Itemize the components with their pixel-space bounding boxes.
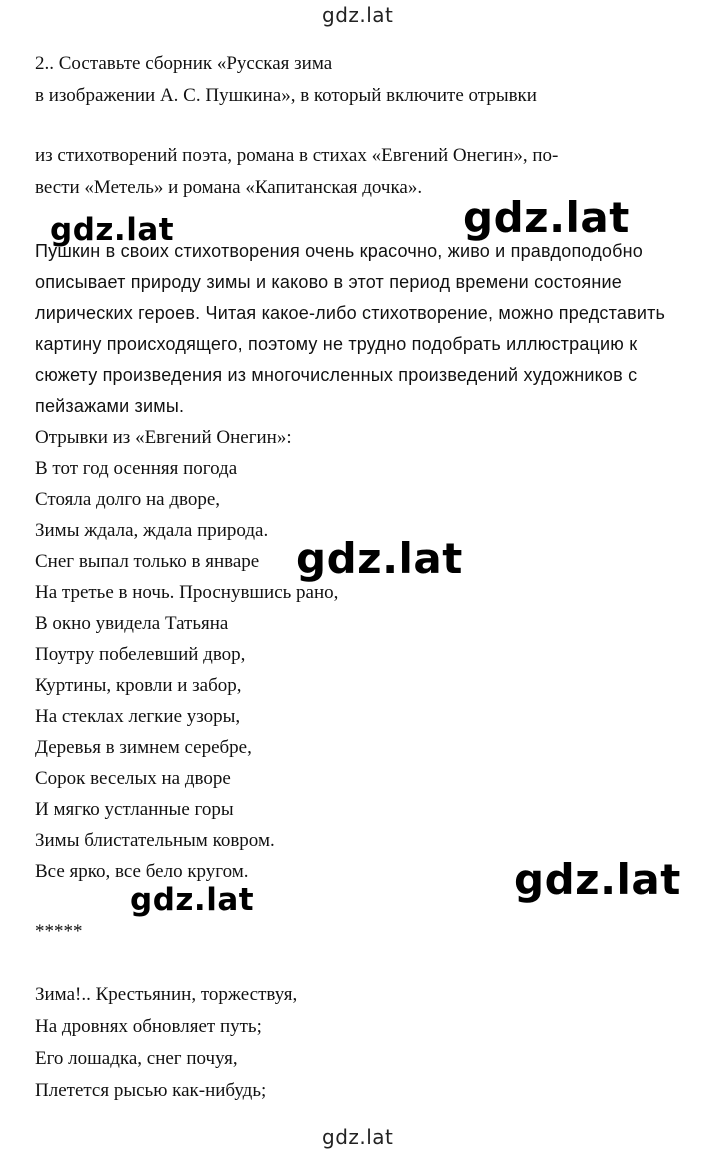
poem1-line: Стояла долго на дворе, [35,489,221,510]
watermark-overlay: gdz.lat [463,193,630,242]
poem1-line: Сорок веселых на дворе [35,768,231,789]
answer-line-1: Пушкин в своих стихотворения очень красочно, живо и правдоподобно [35,241,644,261]
watermark-bottom: gdz.lat [322,1125,394,1149]
watermark-overlay: gdz.lat [514,855,681,904]
poem1-line: Снег выпал только в январе [35,551,260,572]
task-line-2: в изображении А. С. Пушкина», в который включите отрывки [35,85,537,106]
task-line-3: из стихотворений поэта, романа в стихах «Евгений Онегин», по- [35,145,559,166]
poem1-line: На третье в ночь. Проснувшись рано, [35,582,339,603]
poem1-line: Деревья в зимнем серебре, [35,737,252,758]
poem2-line: Плетется рысью как-нибудь; [35,1080,267,1101]
poem2-line: Зима!.. Крестьянин, торжествуя, [35,984,298,1005]
task-line-1: 2.. Составьте сборник «Русская зима [35,53,333,74]
poem1-line: Поутру побелевший двор, [35,644,246,665]
watermark-overlay: gdz.lat [296,534,463,583]
answer-line-2: описывает природу зимы и каково в этот период времени состояние [35,272,622,292]
watermark-overlay: gdz.lat [50,212,175,248]
poem2-line: Его лошадка, снег почуя, [35,1048,238,1069]
watermark-top: gdz.lat [322,3,394,27]
watermark-overlay: gdz.lat [130,882,255,918]
task-line-4: вести «Метель» и романа «Капитанская дочка». [35,177,423,198]
answer-line-5: сюжету произведения из многочисленных произведений художников с [35,365,638,385]
poem1-heading: Отрывки из «Евгений Онегин»: [35,427,292,448]
separator: ***** [35,921,83,942]
poem1-line: В тот год осенняя погода [35,458,238,479]
poem1-line: В окно увидела Татьяна [35,613,229,634]
poem1-line: Зимы блистательным ковром. [35,830,275,851]
poem1-line: И мягко устланные горы [35,799,234,820]
answer-line-4: картину происходящего, поэтому не трудно подобрать иллюстрацию к [35,334,638,354]
poem1-line: Все ярко, все бело кругом. [35,861,249,882]
poem2-line: На дровнях обновляет путь; [35,1016,262,1037]
poem1-line: На стеклах легкие узоры, [35,706,241,727]
poem1-line: Куртины, кровли и забор, [35,675,242,696]
poem1-line: Зимы ждала, ждала природа. [35,520,269,541]
answer-line-3: лирических героев. Читая какое-либо стихотворение, можно представить [35,303,666,323]
answer-line-6: пейзажами зимы. [35,396,185,416]
